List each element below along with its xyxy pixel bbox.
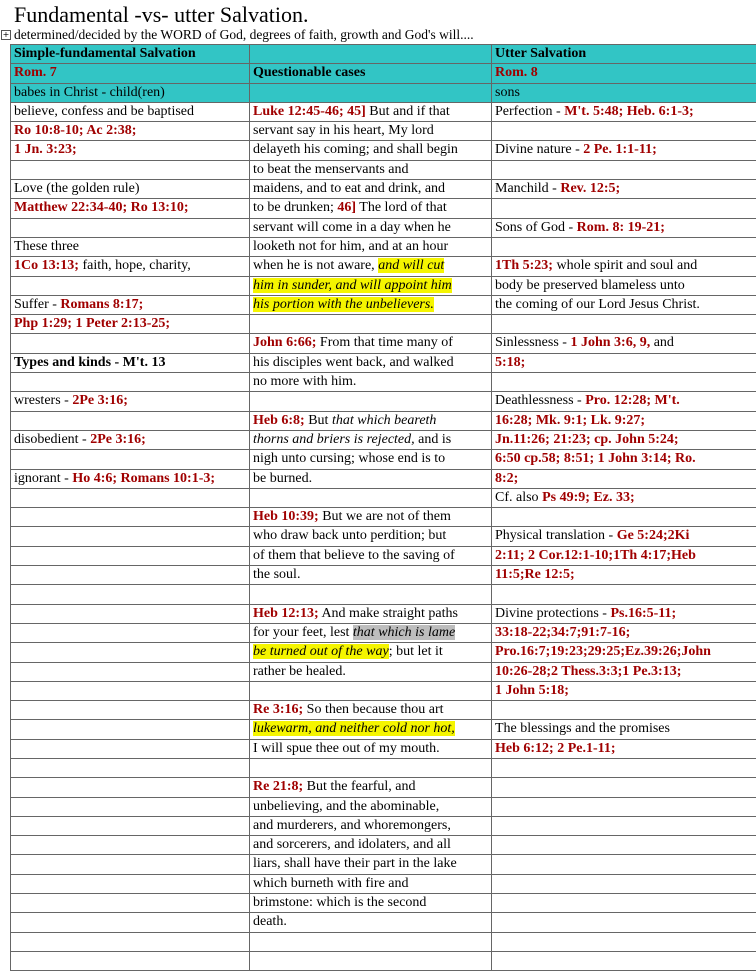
- table-row: [11, 778, 756, 797]
- table-cell: [250, 199, 492, 218]
- cell-text: for your feet, lest: [253, 625, 353, 640]
- cell-text: But we are not of them: [319, 509, 451, 524]
- verse-ref: 1 Jn. 3:23;: [11, 141, 250, 160]
- table-cell: I will spue thee out of my mouth.: [250, 739, 492, 758]
- table-cell: [250, 778, 492, 797]
- table-cell: [250, 488, 492, 507]
- verse-ref: Pro. 12:28; M't.: [585, 393, 680, 408]
- cell-text: But and if that: [366, 104, 450, 119]
- table-cell: [492, 508, 756, 527]
- table-row: [11, 276, 756, 295]
- verse-ref: Re 21:8;: [253, 779, 303, 794]
- table-cell: [250, 295, 492, 314]
- table-cell: [250, 334, 492, 353]
- table-row: [11, 739, 756, 758]
- table-cell: [11, 816, 250, 835]
- table-cell: be burned.: [250, 469, 492, 488]
- table-cell: [250, 257, 492, 276]
- table-row: [11, 334, 756, 353]
- cell-text: when he is not aware,: [253, 258, 378, 273]
- table-row: [11, 469, 756, 488]
- table-cell: [492, 392, 756, 411]
- cell-text: Cf. also: [495, 490, 542, 505]
- verse-ref: M't. 5:48; Heb. 6:1-3;: [564, 104, 693, 119]
- table-cell: [250, 508, 492, 527]
- verse-ref: 2Pe 3:16;: [72, 393, 128, 408]
- table-cell: [492, 585, 756, 604]
- table-row: [11, 315, 756, 334]
- verse-ref: Heb 6:8;: [253, 413, 305, 428]
- table-cell: [11, 546, 250, 565]
- table-cell: [11, 778, 250, 797]
- table-cell: [250, 315, 492, 334]
- table-row: [11, 83, 756, 102]
- cell-text: ; but let it: [389, 644, 443, 659]
- verse-ref: Ho 4:6; Romans 10:1-3;: [72, 471, 215, 486]
- table-cell: liars, shall have their part in the lake: [250, 855, 492, 874]
- table-row: [11, 623, 756, 642]
- header-cell: [250, 45, 492, 64]
- table-cell: [11, 951, 250, 970]
- verse-ref: Romans 8:17;: [60, 297, 143, 312]
- cell-text: From that time many of: [316, 335, 452, 350]
- table-cell: [11, 160, 250, 179]
- verse-ref: Re 3:16;: [253, 702, 303, 717]
- table-cell: of them that believe to the saving of: [250, 546, 492, 565]
- table-cell: [11, 623, 250, 642]
- table-row: [11, 585, 756, 604]
- verse-ref: Php 1:29; 1 Peter 2:13-25;: [11, 315, 250, 334]
- verse-ref: 5:18;: [492, 353, 756, 372]
- cell-text: whole spirit and soul and: [553, 258, 697, 273]
- table-cell: the coming of our Lord Jesus Christ.: [492, 295, 756, 314]
- verse-ref: 11:5;Re 12:5;: [492, 566, 756, 585]
- verse-ref: Ro 10:8-10; Ac 2:38;: [11, 122, 250, 141]
- cell-text: So then because thou art: [303, 702, 443, 717]
- table-row: [11, 295, 756, 314]
- table-cell: [11, 894, 250, 913]
- table-row: [11, 430, 756, 449]
- table-cell: [492, 122, 756, 141]
- cell-text: But the fearful, and: [303, 779, 415, 794]
- table-row: [11, 604, 756, 623]
- table-row: [11, 353, 756, 372]
- cell-text: wresters -: [14, 393, 72, 408]
- table-cell: [492, 373, 756, 392]
- table-cell: and murderers, and whoremongers,: [250, 816, 492, 835]
- verse-ref: Heb 12:13;: [253, 606, 319, 621]
- cell-text: And make straight paths: [319, 606, 458, 621]
- table-cell: [11, 604, 250, 623]
- table-cell: [11, 932, 250, 951]
- table-cell: [492, 527, 756, 546]
- table-cell: [11, 836, 250, 855]
- verse-ref: 16:28; Mk. 9:1; Lk. 9:27;: [492, 411, 756, 430]
- table-cell: unbelieving, and the abominable,: [250, 797, 492, 816]
- table-row: [11, 102, 756, 121]
- table-cell: which burneth with fire and: [250, 874, 492, 893]
- table-cell: [492, 778, 756, 797]
- verse-ref: 1 John 5:18;: [492, 681, 756, 700]
- cell-text: Physical translation -: [495, 528, 617, 543]
- comparison-table: [10, 44, 756, 971]
- table-cell: [250, 643, 492, 662]
- table-cell: [11, 681, 250, 700]
- table-row: [11, 257, 756, 276]
- table-cell: [492, 951, 756, 970]
- cell-text: Sons of God -: [495, 220, 577, 235]
- table-cell: The blessings and the promises: [492, 720, 756, 739]
- table-cell: [250, 701, 492, 720]
- table-cell: [11, 257, 250, 276]
- table-cell: servant say in his heart, My lord: [250, 122, 492, 141]
- table-cell: [11, 739, 250, 758]
- cell-text: Manchild -: [495, 181, 560, 196]
- table-cell: [492, 855, 756, 874]
- subheader-cell: Questionable cases: [250, 64, 492, 83]
- table-row: [11, 218, 756, 237]
- italic-text: that which beareth: [332, 413, 436, 428]
- table-cell: who draw back unto perdition; but: [250, 527, 492, 546]
- table-cell: [492, 315, 756, 334]
- table-row: [11, 199, 756, 218]
- verse-ref: Matthew 22:34-40; Ro 13:10;: [11, 199, 250, 218]
- table-cell: [492, 894, 756, 913]
- table-row: [11, 488, 756, 507]
- highlighted-text: his portion with the unbelievers.: [253, 297, 434, 312]
- verse-ref: 6:50 cp.58; 8:51; 1 John 3:14; Ro.: [492, 450, 756, 469]
- table-cell: [11, 276, 250, 295]
- verse-ref: 2:11; 2 Cor.12:1-10;1Th 4:17;Heb: [492, 546, 756, 565]
- table-cell: [492, 816, 756, 835]
- cell-text: and: [650, 335, 674, 350]
- table-cell: [11, 585, 250, 604]
- cell-text: The lord of that: [356, 200, 447, 215]
- table-cell: brimstone: which is the second: [250, 894, 492, 913]
- table-cell: [492, 102, 756, 121]
- verse-ref: John 6:66;: [253, 335, 316, 350]
- table-cell: [11, 102, 250, 121]
- table-cell: [492, 237, 756, 256]
- table-row: [11, 681, 756, 700]
- table-row: [11, 160, 756, 179]
- verse-ref: 1Th 5:23;: [495, 258, 553, 273]
- cell-text: faith, hope, charity,: [79, 258, 191, 273]
- table-cell: [250, 411, 492, 430]
- table-row: [11, 411, 756, 430]
- table-cell: Love (the golden rule): [11, 180, 250, 199]
- table-cell: [492, 932, 756, 951]
- cell-text: to be drunken;: [253, 200, 337, 215]
- table-cell: [11, 797, 250, 816]
- table-cell: death.: [250, 913, 492, 932]
- table-cell: [11, 411, 250, 430]
- table-cell: [11, 430, 250, 449]
- verse-ref: Heb 10:39;: [253, 509, 319, 524]
- table-row: [11, 527, 756, 546]
- table-cell: [492, 257, 756, 276]
- verse-ref: 2Pe 3:16;: [90, 432, 146, 447]
- table-cell: [11, 450, 250, 469]
- table-cell: [250, 604, 492, 623]
- verse-ref: Rev. 12:5;: [560, 181, 620, 196]
- table-cell: [11, 295, 250, 314]
- table-row: [11, 701, 756, 720]
- table-cell: [492, 758, 756, 777]
- table-cell: Types and kinds - M't. 13: [11, 353, 250, 372]
- table-cell: [11, 643, 250, 662]
- table-row: [11, 894, 756, 913]
- table-row: [11, 816, 756, 835]
- table-cell: [492, 141, 756, 160]
- verse-ref: Pro.16:7;19:23;29:25;Ez.39:26;John: [492, 643, 756, 662]
- table-row: [11, 932, 756, 951]
- table-cell: [11, 758, 250, 777]
- table-cell: [250, 392, 492, 411]
- table-cell: [250, 758, 492, 777]
- table-cell: sons: [492, 83, 756, 102]
- table-row: [11, 951, 756, 970]
- table-cell: [11, 527, 250, 546]
- table-cell: [492, 180, 756, 199]
- table-cell: [250, 951, 492, 970]
- page-subtitle: determined/decided by the WORD of God, degrees of faith, growth and God's will....: [14, 27, 474, 43]
- table-row: [11, 373, 756, 392]
- table-cell: [250, 276, 492, 295]
- header-cell: Simple-fundamental Salvation: [11, 45, 250, 64]
- verse-ref: 8:2;: [492, 469, 756, 488]
- table-cell: [11, 334, 250, 353]
- verse-ref: 46]: [337, 200, 356, 215]
- table-cell: [11, 488, 250, 507]
- table-cell: [11, 373, 250, 392]
- table-cell: [11, 874, 250, 893]
- subheader-cell: Rom. 8: [492, 64, 756, 83]
- table-cell: babes in Christ - child(ren): [11, 83, 250, 102]
- verse-ref: Luke 12:45-46; 45]: [253, 104, 366, 119]
- table-cell: [11, 855, 250, 874]
- table-row: [11, 180, 756, 199]
- verse-ref: 2 Pe. 1:1-11;: [583, 142, 656, 157]
- table-cell: [492, 160, 756, 179]
- table-row: [11, 720, 756, 739]
- highlighted-text: be turned out of the way: [253, 644, 389, 659]
- table-cell: [11, 720, 250, 739]
- table-cell: to beat the menservants and: [250, 160, 492, 179]
- table-row: [11, 450, 756, 469]
- table-cell: [250, 430, 492, 449]
- highlighted-text: him in sunder, and will appoint him: [253, 278, 452, 293]
- table-cell: [11, 508, 250, 527]
- table-cell: [11, 392, 250, 411]
- table-cell: delayeth his coming; and shall begin: [250, 141, 492, 160]
- table-cell: rather be healed.: [250, 662, 492, 681]
- table-cell: [250, 585, 492, 604]
- table-cell: [492, 836, 756, 855]
- table-cell: maidens, and to eat and drink, and: [250, 180, 492, 199]
- table-row: [11, 874, 756, 893]
- cell-text: ignorant -: [14, 471, 72, 486]
- cell-text: disobedient -: [14, 432, 90, 447]
- verse-ref: Ps.16:5-11;: [610, 606, 676, 621]
- verse-ref: 10:26-28;2 Thess.3:3;1 Pe.3:13;: [492, 662, 756, 681]
- cell-text: Perfection -: [495, 104, 564, 119]
- table-cell: [250, 720, 492, 739]
- table-cell: [492, 488, 756, 507]
- table-row: [11, 566, 756, 585]
- table-cell: These three: [11, 237, 250, 256]
- table-cell: and sorcerers, and idolaters, and all: [250, 836, 492, 855]
- table-cell: body be preserved blameless unto: [492, 276, 756, 295]
- cell-text: Divine nature -: [495, 142, 583, 157]
- table-cell: [11, 566, 250, 585]
- table-row: [11, 643, 756, 662]
- table-cell: looketh not for him, and at an hour: [250, 237, 492, 256]
- cell-text: believe, confess and be baptised: [14, 104, 194, 119]
- table-row: [11, 797, 756, 816]
- cell-text: Deathlessness -: [495, 393, 585, 408]
- table-cell: [11, 218, 250, 237]
- page-title: Fundamental -vs- utter Salvation.: [14, 2, 309, 28]
- table-cell: [492, 874, 756, 893]
- italic-text: thorns and briers is rejected,: [253, 432, 415, 447]
- verse-ref: 33:18-22;34:7;91:7-16;: [492, 623, 756, 642]
- cell-text: Suffer -: [14, 297, 60, 312]
- table-row: [11, 855, 756, 874]
- table-cell: [492, 604, 756, 623]
- table-cell: no more with him.: [250, 373, 492, 392]
- table-row: [11, 836, 756, 855]
- table-row: [11, 546, 756, 565]
- table-row: [11, 662, 756, 681]
- table-cell: [11, 701, 250, 720]
- table-anchor-icon[interactable]: +: [1, 30, 11, 40]
- table-cell: [11, 913, 250, 932]
- table-cell: [492, 701, 756, 720]
- table-row: [11, 392, 756, 411]
- table-cell: [11, 469, 250, 488]
- table-row: [11, 508, 756, 527]
- table-row: [11, 45, 756, 64]
- verse-ref: Heb 6:12; 2 Pe.1-11;: [492, 739, 756, 758]
- header-cell: Utter Salvation: [492, 45, 756, 64]
- highlighted-text: and will cut: [378, 258, 444, 273]
- table-row: [11, 141, 756, 160]
- highlighted-text: lukewarm, and neither cold nor hot,: [253, 721, 455, 736]
- table-cell: [492, 199, 756, 218]
- subheader-cell: Rom. 7: [11, 64, 250, 83]
- verse-ref: Ps 49:9; Ez. 33;: [542, 490, 635, 505]
- cell-text: But: [305, 413, 332, 428]
- table-row: [11, 913, 756, 932]
- verse-ref: 1Co 13:13;: [14, 258, 79, 273]
- table-cell: [250, 623, 492, 642]
- table-cell: servant will come in a day when he: [250, 218, 492, 237]
- verse-ref: Jn.11:26; 21:23; cp. John 5:24;: [492, 430, 756, 449]
- table-row: [11, 237, 756, 256]
- table-cell: [250, 932, 492, 951]
- table-cell: nigh unto cursing; whose end is to: [250, 450, 492, 469]
- table-cell: [492, 218, 756, 237]
- table-cell: [492, 913, 756, 932]
- table-cell: [492, 797, 756, 816]
- cell-text: Sinlessness -: [495, 335, 570, 350]
- verse-ref: Rom. 8: 19-21;: [577, 220, 665, 235]
- cell-text: and is: [415, 432, 452, 447]
- table-cell: [11, 662, 250, 681]
- table-cell: [492, 334, 756, 353]
- verse-ref: Ge 5:24;2Ki: [617, 528, 690, 543]
- cell-text: Divine protections -: [495, 606, 610, 621]
- verse-ref: 1 John 3:6, 9,: [570, 335, 650, 350]
- highlighted-text: that which is lame: [353, 625, 455, 640]
- table-cell: [250, 83, 492, 102]
- table-cell: [250, 681, 492, 700]
- table-row: [11, 758, 756, 777]
- table-cell: the soul.: [250, 566, 492, 585]
- table-cell: [250, 102, 492, 121]
- table-row: [11, 122, 756, 141]
- table-cell: his disciples went back, and walked: [250, 353, 492, 372]
- table-row: [11, 64, 756, 83]
